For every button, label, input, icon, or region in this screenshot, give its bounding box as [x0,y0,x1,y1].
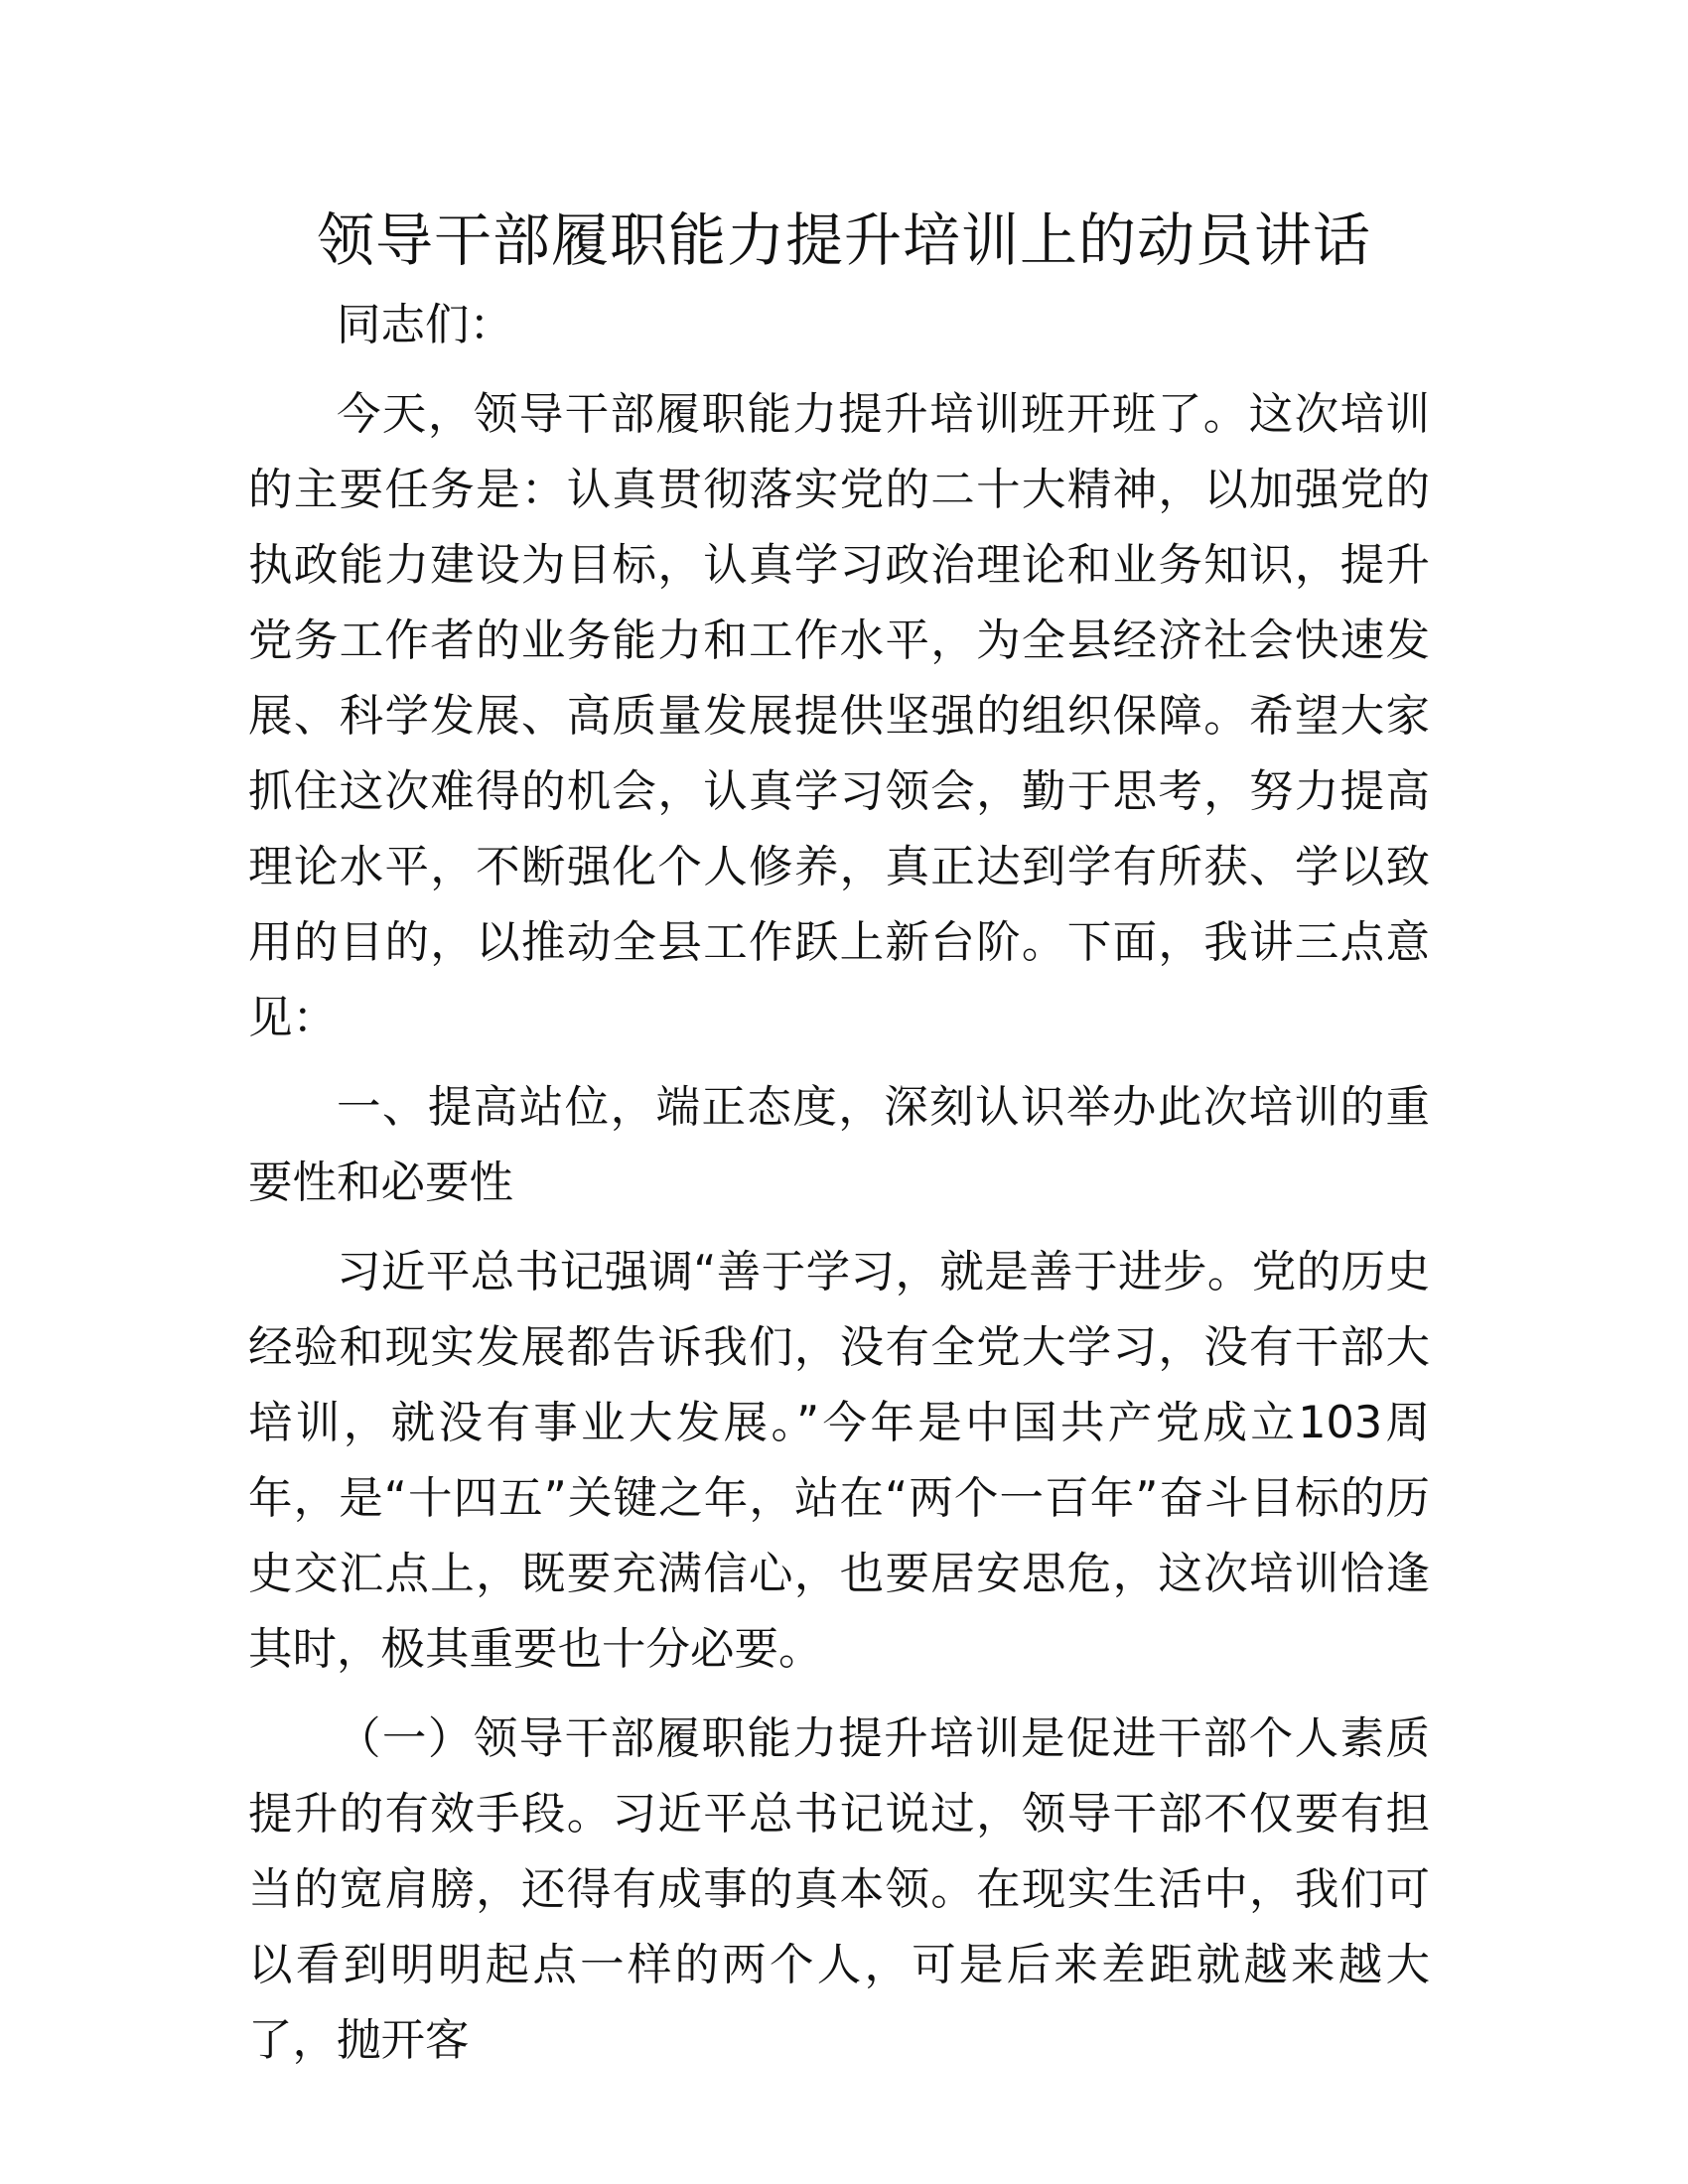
body-paragraph: 习近平总书记强调“善于学习，就是善于进步。党的历史经验和现实发展都告诉我们，没有全党大学习，没有干部大培训，就没有事业大发展。”今年是中国共产党成立103周年，是“十四五”关键之年，站在“两个一百年”奋斗目标的历史交汇点上，既要充满信心，也要居安思危，这次培训恰逢其时，极其重要也十分必要。 [248,1247,1430,1675]
section-heading-1: 一、提高站位，端正态度，深刻认识举办此次培训的重要性和必要性 [248,1082,1430,1208]
document-body [248,288,1430,2079]
document-title: 领导干部履职能力提升培训上的动员讲话 [316,206,1371,274]
greeting-paragraph: 同志们： [337,300,514,350]
opening-paragraph: 今天，领导干部履职能力提升培训班开班了。这次培训的主要任务是：认真贯彻落实党的二十大精神，以加强党的执政能力建设为目标，认真学习政治理论和业务知识，提升党务工作者的业务能力和工作水平，为全县经济社会快速发展、科学发展、高质量发展提供坚强的组织保障。希望大家抓住这次难得的机会，认真学习领会，勤于思考，努力提高理论水平，不断强化个人修养，真正达到学有所获、学以致用的目的，以推动全县工作跃上新台阶。下面，我讲三点意见： [248,389,1430,1043]
subsection-paragraph-1: （一）领导干部履职能力提升培训是促进干部个人素质提升的有效手段。习近平总书记说过，领导干部不仅要有担当的宽肩膀，还得有成事的真本领。在现实生活中，我们可以看到明明起点一样的两个人，可是后来差距就越来越大了，抛开客 [248,1713,1430,2066]
